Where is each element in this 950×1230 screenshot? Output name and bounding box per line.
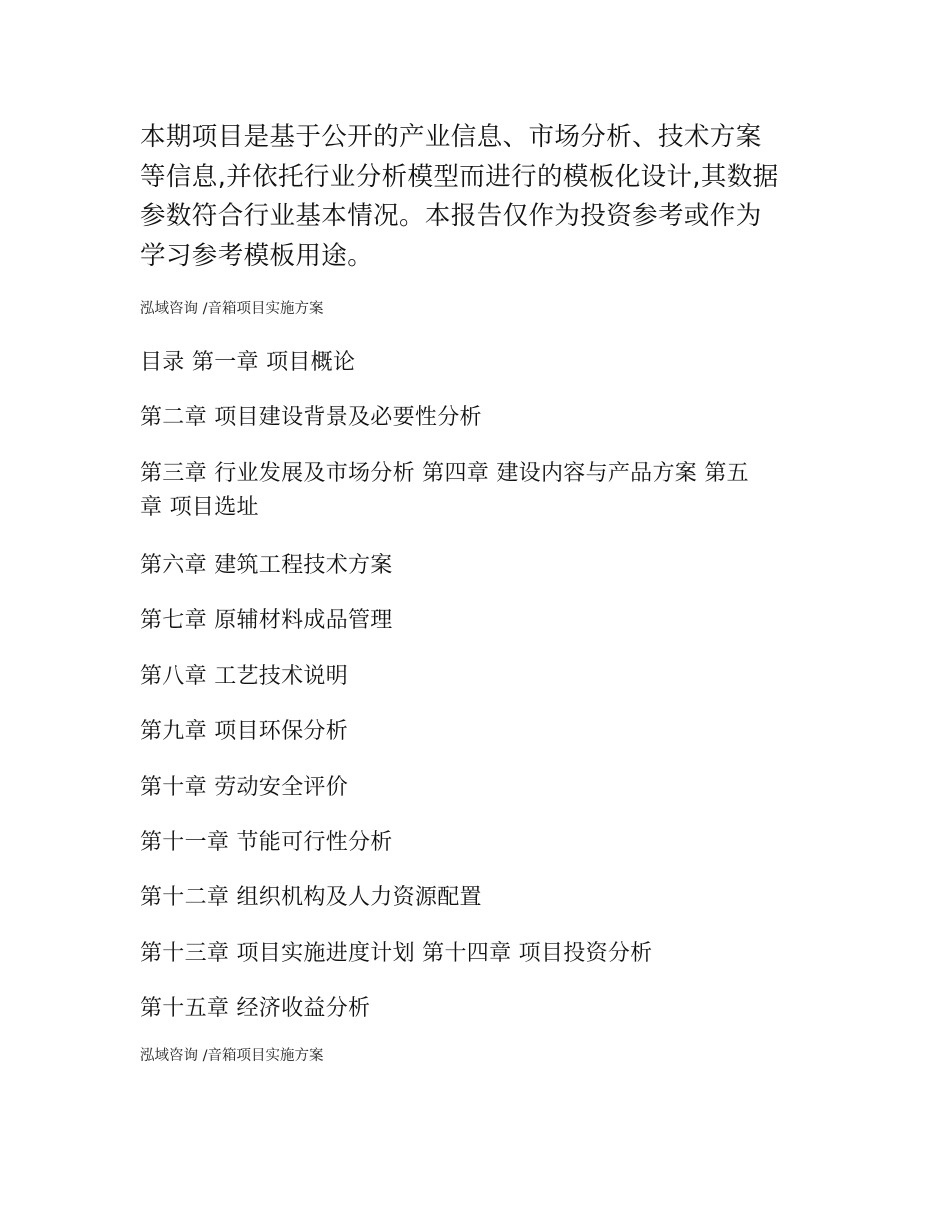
toc-line: 第七章 原辅材料成品管理 — [140, 608, 393, 633]
toc-entry-2 — [140, 401, 820, 435]
intro-paragraph — [140, 118, 820, 276]
intro-line: 学习参考模板用途。 — [140, 240, 374, 271]
intro-line: 本期项目是基于公开的产业信息、市场分析、技术方案 — [140, 122, 762, 152]
toc-line: 第六章 建筑工程技术方案 — [140, 553, 393, 578]
intro-line: 等信息,并依托行业分析模型而进行的模板化设计,其数据 — [140, 161, 779, 192]
toc-line: 第十五章 经济收益分析 — [140, 996, 371, 1021]
toc-entry-11 — [140, 937, 820, 971]
toc-entry-9 — [140, 826, 820, 860]
toc-entry-7 — [140, 715, 820, 749]
toc-line: 第十一章 节能可行性分析 — [140, 830, 393, 855]
toc-line: 第十章 劳动安全评价 — [140, 775, 348, 800]
toc-line: 章 项目选址 — [140, 495, 259, 520]
toc-entry-3 — [140, 457, 820, 525]
toc-line: 第八章 工艺技术说明 — [140, 664, 348, 689]
toc-entry-10 — [140, 881, 820, 915]
toc-entry-1 — [140, 346, 820, 380]
toc-entry-5 — [140, 604, 820, 638]
toc-line: 第十二章 组织机构及人力资源配置 — [140, 885, 482, 910]
intro-line: 参数符合行业基本情况。本报告仅作为投资参考或作为 — [140, 201, 762, 231]
toc-entry-12 — [140, 992, 820, 1026]
running-header: 泓域咨询 /音箱项目实施方案 — [140, 301, 324, 317]
toc-entry-4 — [140, 549, 820, 583]
toc-line: 第二章 项目建设背景及必要性分析 — [140, 405, 482, 430]
toc-entry-8 — [140, 771, 820, 805]
running-header: 泓域咨询 /音箱项目实施方案 — [140, 1048, 324, 1064]
toc-line: 第九章 项目环保分析 — [140, 719, 348, 744]
toc-entry-6 — [140, 660, 820, 694]
toc-line: 目录 第一章 项目概论 — [140, 350, 356, 375]
toc-line: 第十三章 项目实施进度计划 第十四章 项目投资分析 — [140, 941, 653, 966]
toc-line: 第三章 行业发展及市场分析 第四章 建设内容与产品方案 第五 — [140, 461, 749, 486]
